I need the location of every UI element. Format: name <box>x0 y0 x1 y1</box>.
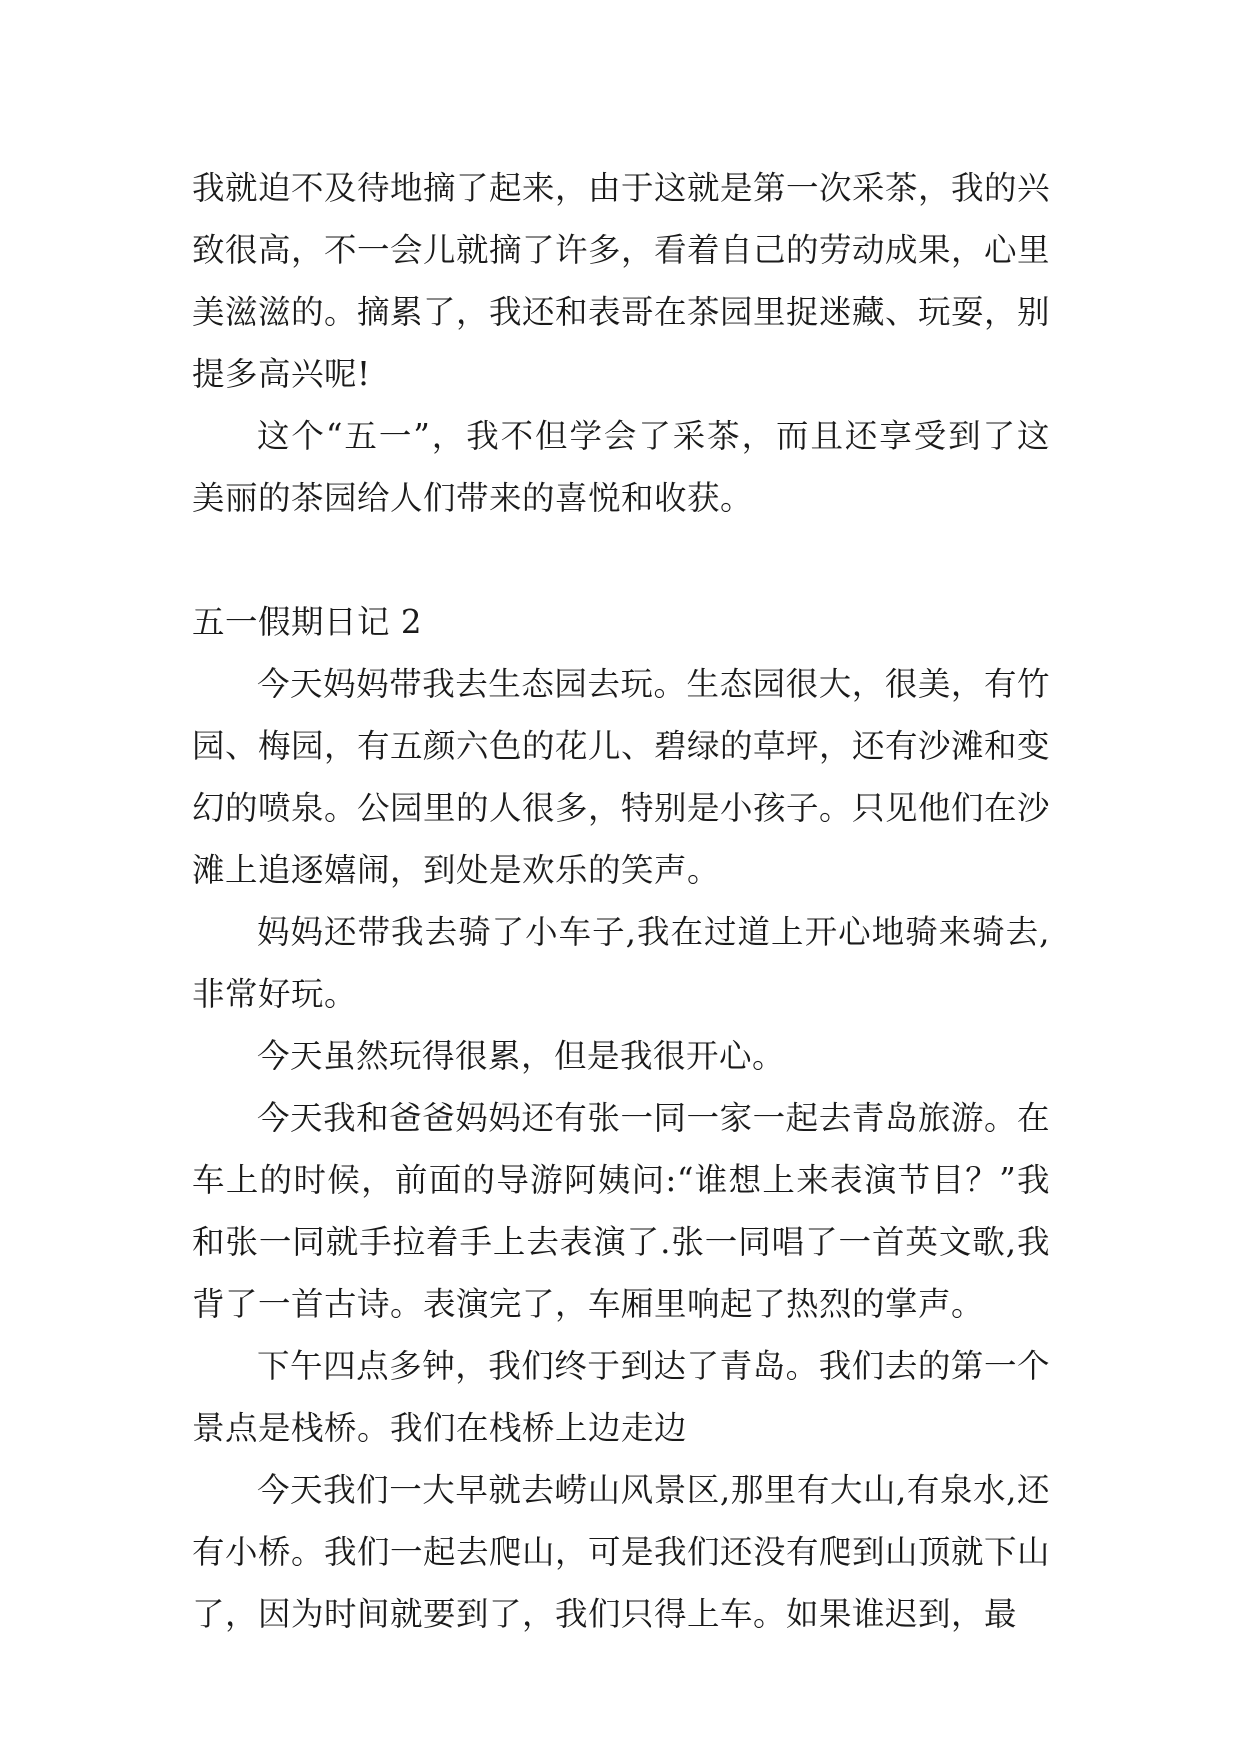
paragraph-eco-park: 今天妈妈带我去生态园去玩。生态园很大，很美，有竹园、梅园，有五颜六色的花儿、碧绿的草坪，还有沙滩和变幻的喷泉。公园里的人很多，特别是小孩子。只见他们在沙滩上追逐嬉闹，到处是欢乐的笑声。 <box>192 665 1051 889</box>
paragraph-qingdao-trip: 今天我和爸爸妈妈还有张一同一家一起去青岛旅游。在车上的时候，前面的导游阿姨问:“谁想上来表演节目？”我和张一同就手拉着手上去表演了.张一同唱了一首英文歌,我背了一首古诗。表演完了，车厢里响起了热烈的掌声。 <box>192 1099 1050 1323</box>
paragraph-bike-ride: 妈妈还带我去骑了小车子,我在过道上开心地骑来骑去,非常好玩。 <box>192 913 1050 1013</box>
paragraph-zhanqiao: 下午四点多钟，我们终于到达了青岛。我们去的第一个景点是栈桥。我们在栈桥上边走边 <box>192 1347 1050 1447</box>
document-body <box>192 157 1050 1645</box>
paragraph-tea-picking: 我就迫不及待地摘了起来，由于这就是第一次采茶，我的兴致很高，不一会儿就摘了许多，看着自己的劳动成果，心里美滋滋的。摘累了，我还和表哥在茶园里捉迷藏、玩耍，别提多高兴呢! <box>192 169 1051 393</box>
paragraph-may-day-summary: 这个“五一”，我不但学会了采茶，而且还享受到了这美丽的茶园给人们带来的喜悦和收获。 <box>192 417 1050 517</box>
paragraph-tired-happy: 今天虽然玩得很累，但是我很开心。 <box>257 1037 786 1075</box>
section-title: 五一假期日记 2 <box>192 603 423 641</box>
paragraph-laoshan: 今天我们一大早就去崂山风景区,那里有大山,有泉水,还有小桥。我们一起去爬山，可是我们还没有爬到山顶就下山了，因为时间就要到了，我们只得上车。如果谁迟到，最 <box>192 1471 1051 1633</box>
